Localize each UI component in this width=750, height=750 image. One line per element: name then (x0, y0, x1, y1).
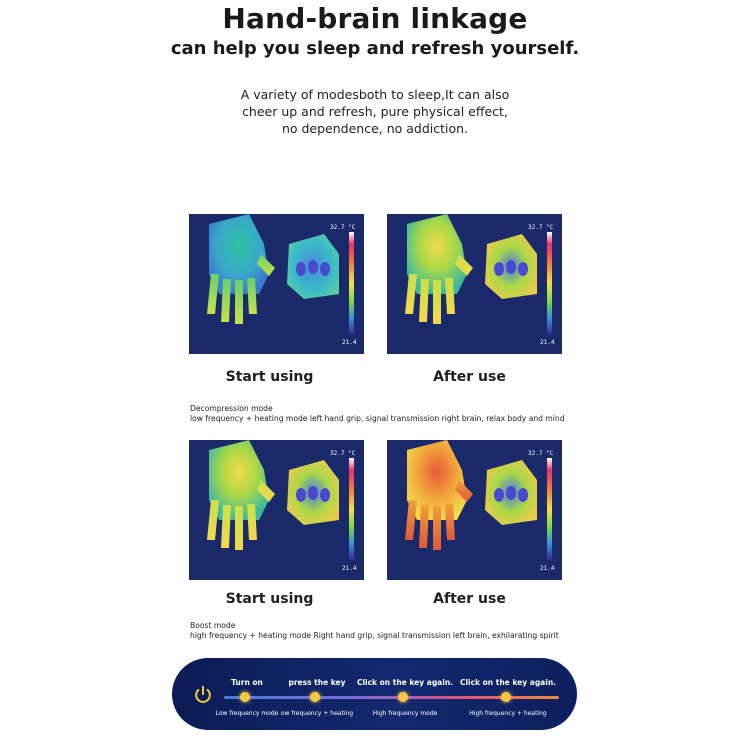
mode-description: low frequency + heating mode left hand grip, signal transmission right brain, relax body and mind (190, 413, 565, 423)
step-3-mode: High frequency mode (372, 710, 438, 717)
page-title: Hand-brain linkage (222, 2, 528, 35)
description-line-2: cheer up and refresh, pure physical effect, (242, 104, 508, 119)
step-3-label: Click on the key again. (356, 678, 454, 687)
thermal-image-boost-after (387, 440, 562, 580)
mode-description: high frequency + heating mode Right hand grip, signal transmission left brain, exhilarating spirit (190, 630, 559, 640)
step-4-mode: High frequency + heating (469, 710, 547, 717)
power-icon[interactable] (192, 684, 214, 706)
scale-max-label: 32.7 °C (330, 224, 356, 231)
caption-boost-after: After use (433, 591, 506, 607)
scale-max-label: 32.7 °C (330, 450, 356, 457)
caption-decompression-after: After use (433, 369, 506, 385)
caption-boost-before: Start using (225, 591, 314, 607)
mode-title: Decompression mode (190, 404, 273, 413)
step-2-mode: ow frequency + heating (280, 710, 354, 717)
caption-decompression-before: Start using (225, 369, 314, 385)
step-2-label: press the key (288, 678, 346, 687)
description (0, 86, 750, 137)
scale-min-label: 21.4 (540, 339, 555, 346)
scale-min-label: 21.4 (540, 565, 555, 572)
description-line-3: no dependence, no addiction. (281, 121, 469, 136)
thermal-image-decompression-before (189, 214, 364, 354)
decompression-mode-text (190, 404, 565, 423)
step-1-mode: Low frequency mode (215, 710, 279, 717)
step-1-label: Turn on (231, 678, 263, 687)
thermal-image-boost-before (189, 440, 364, 580)
thermal-image-decompression-after (387, 214, 562, 354)
boost-mode-text (190, 621, 559, 640)
step-1-dot (240, 692, 250, 702)
step-4-dot (501, 692, 511, 702)
scale-min-label: 21.4 (342, 339, 357, 346)
scale-max-label: 32.7 °C (528, 224, 554, 231)
mode-title: Boost mode (190, 621, 236, 630)
description-line-1: A variety of modesboth to sleep,It can also (240, 87, 510, 102)
page-subtitle: can help you sleep and refresh yourself. (170, 38, 580, 59)
scale-max-label: 32.7 °C (528, 450, 554, 457)
step-3-dot (398, 692, 408, 702)
step-4-label: Click on the key again. (459, 678, 557, 687)
scale-min-label: 21.4 (342, 565, 357, 572)
mode-steps-bar (172, 658, 577, 730)
step-2-dot (310, 692, 320, 702)
